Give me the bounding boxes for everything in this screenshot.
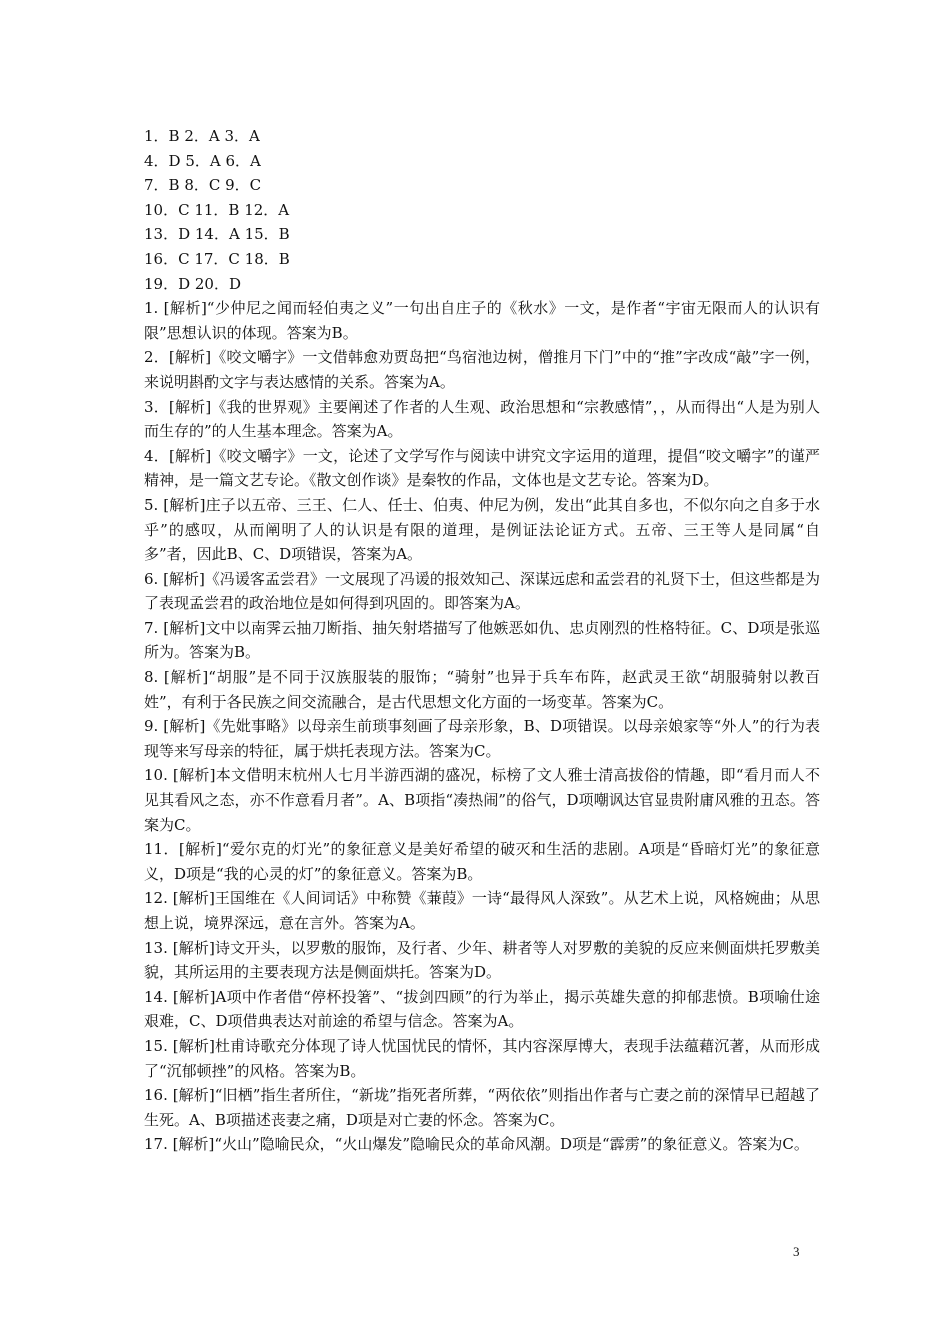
explanation-paragraph: 10. [解析]本文借明末杭州人七月半游西湖的盛况，标榜了文人雅士清高拔俗的情趣，即“看月而人不见其看风之态，亦不作意看月者”。A、B项指“凑热闹”的俗气，D项嘲讽达官显贵附庸风雅的丑态。答案为C。 <box>144 766 820 834</box>
explanation-paragraph: 2．[解析]《咬文嚼字》一文借韩愈劝贾岛把“鸟宿池边树，僧推月下门”中的“推”字改成“敲”字一例，来说明斟酌文字与表达感情的关系。答案为A。 <box>144 348 820 391</box>
explanation-paragraph: 4．[解析]《咬文嚼字》一文，论述了文学写作与阅读中讲究文字运用的道理，提倡“咬文嚼字”的谨严精神，是一篇文艺专论。《散文创作谈》是秦牧的作品，文体也是文艺专论。答案为D。 <box>144 446 820 490</box>
explanation-paragraph: 6. [解析]《冯谖客孟尝君》一文展现了冯谖的报效知己、深谋远虑和孟尝君的礼贤下士，但这些都是为了表现孟尝君的政治地位是如何得到巩固的。即答案为A。 <box>144 569 820 613</box>
explanation-paragraph: 14. [解析]A项中作者借“停杯投箸”、“拔剑四顾”的行为举止，揭示英雄失意的抑郁悲愤。B项喻仕途艰难，C、D项借典表达对前途的希望与信念。答案为A。 <box>144 987 820 1031</box>
document-body <box>144 124 820 1157</box>
explanation-paragraph: 11．[解析]“爱尔克的灯光”的象征意义是美好希望的破灭和生活的悲剧。A项是“昏暗灯光”的象征意义，D项是“我的心灵的灯”的象征意义。答案为B。 <box>144 840 820 883</box>
explanation-paragraph: 5. [解析]庄子以五帝、三王、仁人、任士、伯夷、仲尼为例，发出“此其自多也，不似尔向之自多于水乎”的感叹，从而阐明了人的认识是有限的道理，是例证法论证方式。五帝、三王等人是同属“自多”者，因此B、C、D项错误，答案为A。 <box>144 495 820 564</box>
explanation-paragraph: 3．[解析]《我的世界观》主要阐述了作者的人生观、政治思想和“宗教感情”，，从而得出“人是为别人而生存的”的人生基本理念。答案为A。 <box>144 397 820 441</box>
explanation-paragraph: 12. [解析]王国维在《人间词话》中称赞《蒹葭》一诗“最得风人深致”。从艺术上说，风格婉曲；从思想上说，境界深远，意在言外。答案为A。 <box>144 889 820 932</box>
answer-key <box>144 124 820 296</box>
explanations <box>144 296 820 1157</box>
explanation-paragraph: 7. [解析]文中以南霁云抽刀断指、抽矢射塔描写了他嫉恶如仇、忠贞刚烈的性格特征。C、D项是张巡所为。答案为B。 <box>144 618 820 662</box>
answer-line: 13．D 14．A 15．B <box>144 225 290 244</box>
answer-line: 1．B 2．A 3．A <box>144 127 260 145</box>
answer-line: 4．D 5．A 6．A <box>144 151 261 170</box>
answer-line: 19．D 20．D <box>144 274 241 293</box>
page-number: 3 <box>793 1244 800 1259</box>
explanation-paragraph: 17. [解析]“火山”隐喻民众，“火山爆发”隐喻民众的革命风潮。D项是“霹雳”的象征意义。答案为C。 <box>144 1135 809 1154</box>
explanation-paragraph: 9. [解析]《先妣事略》以母亲生前琐事刻画了母亲形象，B、D项错误。以母亲娘家等“外人”的行为表现等来写母亲的特征，属于烘托表现方法。答案为C。 <box>144 717 820 760</box>
answer-line: 10．C 11．B 12．A <box>144 200 290 219</box>
explanation-paragraph: 1. [解析]“少仲尼之闻而轻伯夷之义”一句出自庄子的《秋水》一文，是作者“宇宙无限而人的认识有限”思想认识的体现。答案为B。 <box>144 299 820 342</box>
answer-line: 16．C 17．C 18．B <box>144 249 290 268</box>
explanation-paragraph: 15. [解析]杜甫诗歌充分体现了诗人忧国忧民的情怀，其内容深厚博大，表现手法蕴藉沉著，从而形成了“沉郁顿挫”的风格。答案为B。 <box>144 1036 820 1080</box>
explanation-paragraph: 13. [解析]诗文开头，以罗敷的服饰，及行者、少年、耕者等人对罗敷的美貌的反应来侧面烘托罗敷美貌，其所运用的主要表现方法是侧面烘托。答案为D。 <box>144 938 820 982</box>
explanation-paragraph: 8. [解析]“胡服”是不同于汉族服装的服饰；“骑射”也异于兵车布阵，赵武灵王欲“胡服骑射以教百姓”，有利于各民族之间交流融合，是古代思想文化方面的一场变革。答案为C。 <box>144 668 820 711</box>
answer-line: 7．B 8．C 9．C <box>144 176 262 195</box>
explanation-paragraph: 16. [解析]“旧栖”指生者所住，“新垅”指死者所葬，“两依依”则指出作者与亡妻之前的深情早已超越了生死。A、B项描述丧妻之痛，D项是对亡妻的怀念。答案为C。 <box>144 1086 820 1129</box>
